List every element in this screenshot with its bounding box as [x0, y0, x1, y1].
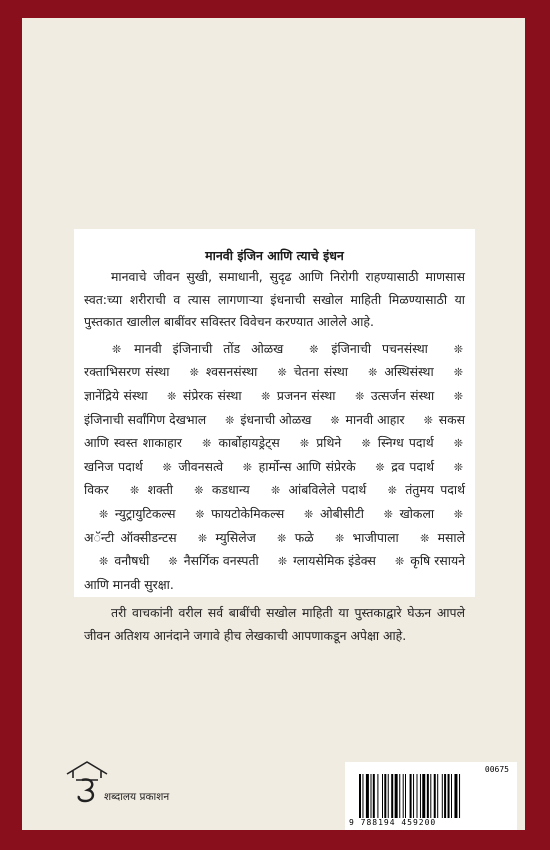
topic-item: शक्ती [141, 482, 180, 498]
bullet-star-icon: ❊ [277, 366, 287, 380]
topic-item: इंजिनाची पचनसंस्था [320, 340, 439, 356]
bullet-star-icon: ❊ [261, 389, 271, 403]
bullet-star-icon: ❊ [453, 437, 463, 451]
topic-item: फायटोकेमिकल्स [206, 505, 290, 521]
bullet-star-icon: ❊ [361, 437, 371, 451]
bullet-star-icon: ❊ [162, 460, 172, 474]
bullet-star-icon: ❊ [453, 342, 463, 356]
topic-item: प्रथिने [311, 435, 347, 451]
topic-item: उत्सर्जन संस्था [366, 387, 439, 403]
bullet-star-icon: ❊ [112, 342, 122, 356]
bullet-star-icon: ❊ [394, 555, 405, 569]
topic-item: रक्ताभिसरण संस्था [84, 364, 175, 380]
bullet-star-icon: ❊ [99, 507, 109, 521]
topic-item: संप्रेरक संस्था [178, 387, 247, 403]
publisher-name: शब्दालय प्रकाशन [104, 791, 170, 803]
bullet-star-icon: ❊ [225, 413, 235, 427]
bullet-star-icon: ❊ [387, 484, 397, 498]
topic-item: तंतुमय पदार्थ [398, 482, 466, 498]
topics-list [84, 338, 465, 597]
topic-item: खनिज पदार्थ [84, 458, 148, 474]
topic-item: मानवी इंजिनाची तोंड ओळख [123, 340, 295, 356]
topic-item: ज्ञानेंद्रिये संस्था [84, 387, 153, 403]
topic-item: भाजीपाला [346, 529, 406, 545]
topic-item: चेतना संस्था [288, 364, 354, 380]
bullet-star-icon: ❊ [299, 437, 310, 451]
bullet-star-icon: ❊ [375, 460, 385, 474]
isbn-barcode [345, 762, 517, 830]
topic-item: हार्मोन्स आणि संप्रेरके [254, 458, 361, 474]
topic-item: फळे [288, 529, 321, 545]
bullet-star-icon: ❊ [423, 413, 433, 427]
topic-item: कडधान्य [205, 482, 256, 498]
intro-paragraph: मानवाचे जीवन सुखी, समाधानी, सुदृढ आणि निरोगी राहण्यासाठी माणसास स्वत:च्या शरीराची व त्यास लागणाऱ्या इंधनाची सखोल माहिती मिळण्यासाठी या पुस्तकात खालील बाबींवर सविस्तर विवेचन करण्यात आलेले आहे. [84, 269, 465, 330]
topic-item: सकस आणि स्वस्त शाकाहार [84, 411, 466, 451]
isbn-digits: 9 788194 459200 [349, 818, 437, 827]
blurb-panel [74, 229, 475, 643]
bullet-star-icon: ❊ [167, 389, 177, 403]
bullet-star-icon: ❊ [197, 531, 208, 545]
bullet-star-icon: ❊ [330, 413, 340, 427]
topic-item: कृषि रसायने आणि मानवी सुरक्षा. [84, 553, 466, 592]
closing-paragraph: तरी वाचकांनी वरील सर्व बाबींची सखोल माहिती या पुस्तकाद्वारे घेऊन आपले जीवन अतिशय आनंदाने जगावे हीच लेखकाची आपणाकडून अपेक्षा आहे. [84, 605, 465, 643]
topic-item: ग्लायसेमिक इंडेक्स [289, 553, 380, 569]
topic-item: आंबविलेले पदार्थ [282, 482, 373, 498]
topic-item: इंजिनाची सर्वांगिण देखभाल [84, 411, 211, 427]
topic-item: अॅन्टी ऑक्सीडन्टस [84, 529, 183, 545]
bullet-star-icon: ❊ [189, 366, 199, 380]
topic-item: मानवी आहार [341, 411, 409, 427]
topic-item: प्रजनन संस्था [272, 387, 341, 403]
topic-item: द्रव पदार्थ [386, 458, 439, 474]
topic-item: वनौषधी [110, 553, 154, 569]
topic-item: श्वसनसंस्था [200, 364, 263, 380]
topic-item: इंधनाची ओळख [236, 411, 316, 427]
bullet-star-icon: ❊ [453, 389, 463, 403]
bullet-star-icon: ❊ [195, 507, 205, 521]
bullet-star-icon: ❊ [242, 460, 253, 474]
book-title: मानवी इंजिन आणि त्याचे इंधन [205, 248, 344, 263]
bullet-star-icon: ❊ [453, 507, 463, 521]
topic-item: मसाले [431, 529, 465, 545]
bullet-star-icon: ❊ [202, 437, 212, 451]
bullet-star-icon: ❊ [168, 555, 178, 569]
bullet-star-icon: ❊ [383, 507, 393, 521]
bullet-star-icon: ❊ [99, 555, 109, 569]
bullet-star-icon: ❊ [453, 366, 463, 380]
publisher-logo [62, 756, 170, 808]
topic-item: नैसर्गिक वनस्पती [179, 553, 263, 569]
bullet-star-icon: ❊ [420, 531, 430, 545]
topic-item: ओबीसीटी [315, 505, 369, 521]
bullet-star-icon: ❊ [194, 484, 204, 498]
topic-item: म्युसिलेज [209, 529, 263, 545]
bullet-star-icon: ❊ [277, 555, 288, 569]
bullet-star-icon: ❊ [335, 531, 345, 545]
price-code: 00675 [484, 765, 509, 774]
topic-item: जीवनसत्वे [173, 458, 228, 474]
topic-item: खोकला [394, 505, 439, 521]
bullet-star-icon: ❊ [368, 366, 378, 380]
bullet-star-icon: ❊ [304, 507, 314, 521]
bullet-star-icon: ❊ [271, 484, 281, 498]
bullet-star-icon: ❊ [277, 531, 287, 545]
topic-item: न्युट्रायुटिकल्स [110, 505, 181, 521]
blurb-body [84, 266, 465, 648]
bullet-star-icon: ❊ [309, 342, 319, 356]
barcode-bars [357, 774, 507, 818]
topic-item: अस्थिसंस्था [379, 364, 439, 380]
back-cover [22, 18, 525, 830]
bullet-star-icon: ❊ [453, 460, 463, 474]
bullet-star-icon: ❊ [130, 484, 140, 498]
topic-item: कार्बोहायड्रेट्स [213, 435, 285, 451]
topic-item: विकर [84, 482, 116, 498]
bullet-star-icon: ❊ [355, 389, 365, 403]
topic-item: स्निग्ध पदार्थ [372, 435, 439, 451]
